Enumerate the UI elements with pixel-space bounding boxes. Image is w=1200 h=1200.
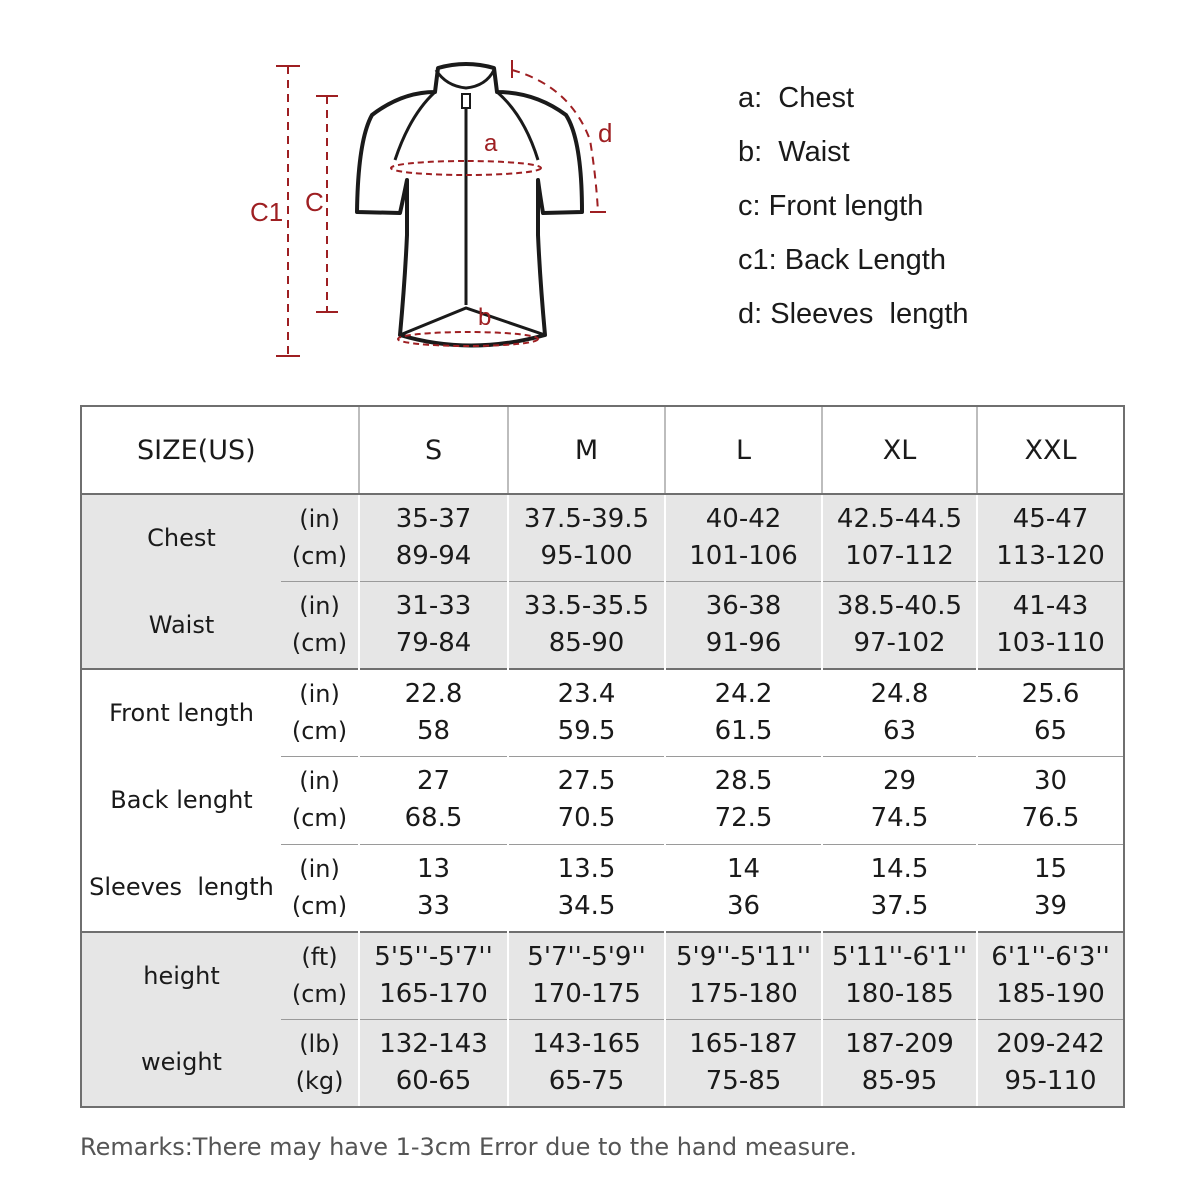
- unit-label: (cm): [291, 891, 348, 920]
- unit-label: (in): [299, 680, 340, 708]
- value-cell: [359, 757, 508, 845]
- value-text: 41-43: [1012, 591, 1089, 621]
- value-text: 107-112: [845, 541, 954, 571]
- a-label: a: [484, 130, 498, 157]
- unit-label: (cm): [291, 629, 348, 657]
- value-text: 58: [416, 716, 451, 746]
- value-text: 91-96: [705, 628, 782, 658]
- value-cell: [822, 932, 977, 1020]
- value-text: 15: [1033, 853, 1068, 884]
- unit-label: (ft): [301, 942, 338, 971]
- measurement-name: height: [81, 932, 281, 1020]
- size-header-s: S: [359, 406, 508, 494]
- value-text: 5'5''-5'7'': [374, 941, 493, 972]
- value-text: 143-165: [532, 1028, 641, 1059]
- value-text: 40-42: [705, 504, 782, 534]
- value-text: 5'9''-5'11'': [676, 941, 811, 972]
- value-cell: [665, 932, 822, 1020]
- value-text: 36-38: [705, 591, 782, 621]
- unit-cell: [281, 844, 359, 932]
- value-cell: [822, 494, 977, 582]
- value-text: 5'7''-5'9'': [527, 941, 646, 972]
- value-text: 34.5: [557, 890, 616, 921]
- unit-label: (cm): [291, 717, 348, 745]
- value-text: 85-90: [548, 628, 625, 658]
- measurement-name: Waist: [81, 582, 281, 670]
- value-cell: [665, 669, 822, 757]
- value-cell: [977, 494, 1124, 582]
- value-cell: [665, 582, 822, 670]
- unit-label: (in): [299, 592, 340, 620]
- remarks-note: Remarks:There may have 1-3cm Error due to the hand measure.: [80, 1133, 858, 1161]
- unit-cell: [281, 494, 359, 582]
- value-text: 60-65: [395, 1065, 472, 1096]
- legend-item: b: Waist: [738, 136, 850, 168]
- value-text: 65-75: [548, 1065, 625, 1096]
- measurement-legend: [738, 78, 969, 348]
- measurement-name: Back lenght: [81, 757, 281, 845]
- value-text: 68.5: [404, 803, 463, 834]
- value-cell: [977, 844, 1124, 932]
- jersey-measurement-diagram: [0, 0, 720, 380]
- value-text: 14: [726, 853, 761, 884]
- unit-label: (cm): [291, 979, 348, 1008]
- legend-item: a: Chest: [738, 82, 855, 114]
- value-text: 39: [1033, 890, 1068, 921]
- table-row: [81, 582, 1124, 670]
- value-text: 33: [416, 890, 451, 921]
- value-text: 27: [416, 766, 451, 797]
- value-cell: [977, 757, 1124, 845]
- legend-item: c1: Back Length: [738, 244, 946, 276]
- measurement-name: weight: [81, 1019, 281, 1107]
- table-row: [81, 494, 1124, 582]
- value-text: 165-187: [689, 1028, 798, 1059]
- measurement-name: Sleeves length: [81, 844, 281, 932]
- value-cell: [508, 582, 665, 670]
- value-cell: [359, 932, 508, 1020]
- size-header-xl: XL: [822, 406, 977, 494]
- value-cell: [977, 1019, 1124, 1107]
- value-text: 103-110: [996, 628, 1105, 658]
- value-text: 95-110: [1004, 1065, 1097, 1096]
- value-text: 27.5: [557, 766, 616, 797]
- value-cell: [665, 844, 822, 932]
- value-text: 101-106: [689, 541, 798, 571]
- value-text: 31-33: [395, 591, 472, 621]
- value-cell: [359, 669, 508, 757]
- value-text: 175-180: [689, 978, 798, 1009]
- value-text: 14.5: [870, 853, 929, 884]
- value-text: 74.5: [870, 803, 929, 834]
- value-text: 37.5-39.5: [523, 504, 650, 534]
- value-text: 33.5-35.5: [523, 591, 650, 621]
- measurement-name: Front length: [81, 669, 281, 757]
- unit-label: (cm): [291, 804, 348, 833]
- value-text: 13.5: [557, 853, 616, 884]
- unit-label: (cm): [291, 542, 348, 570]
- value-text: 45-47: [1012, 504, 1089, 534]
- value-cell: [822, 582, 977, 670]
- value-cell: [359, 494, 508, 582]
- d-label: d: [598, 118, 613, 148]
- unit-cell: [281, 932, 359, 1020]
- value-text: 70.5: [557, 803, 616, 834]
- value-cell: [822, 757, 977, 845]
- b-label: b: [478, 304, 492, 331]
- value-cell: [977, 582, 1124, 670]
- value-text: 72.5: [714, 803, 773, 834]
- value-cell: [665, 494, 822, 582]
- value-text: 13: [416, 853, 451, 884]
- value-cell: [822, 844, 977, 932]
- value-text: 23.4: [557, 679, 616, 709]
- table-row: [81, 757, 1124, 845]
- unit-cell: [281, 1019, 359, 1107]
- value-cell: [822, 669, 977, 757]
- unit-cell: [281, 582, 359, 670]
- value-text: 187-209: [845, 1028, 954, 1059]
- value-cell: [359, 844, 508, 932]
- legend-item: d: Sleeves length: [738, 298, 969, 330]
- value-text: 42.5-44.5: [836, 504, 963, 534]
- c-label: C: [305, 187, 324, 217]
- value-text: 209-242: [996, 1028, 1105, 1059]
- value-text: 170-175: [532, 978, 641, 1009]
- value-cell: [665, 1019, 822, 1107]
- value-text: 65: [1033, 716, 1068, 746]
- value-cell: [359, 582, 508, 670]
- value-cell: [508, 669, 665, 757]
- value-text: 35-37: [395, 504, 472, 534]
- unit-label: (in): [299, 854, 340, 883]
- value-cell: [822, 1019, 977, 1107]
- value-text: 95-100: [540, 541, 633, 571]
- table-row: [81, 844, 1124, 932]
- value-text: 165-170: [379, 978, 488, 1009]
- unit-cell: [281, 669, 359, 757]
- unit-label: (lb): [299, 1029, 340, 1058]
- value-text: 37.5: [870, 890, 929, 921]
- value-cell: [508, 1019, 665, 1107]
- measurement-name: Chest: [81, 494, 281, 582]
- value-text: 5'11''-6'1'': [832, 941, 967, 972]
- value-text: 38.5-40.5: [836, 591, 963, 621]
- size-header-row: [81, 406, 1124, 494]
- unit-cell: [281, 757, 359, 845]
- value-text: 24.8: [870, 679, 929, 709]
- unit-label: (in): [299, 505, 340, 533]
- value-cell: [508, 844, 665, 932]
- value-text: 79-84: [395, 628, 472, 658]
- unit-label: (in): [299, 767, 340, 796]
- value-cell: [359, 1019, 508, 1107]
- size-header-xxl: XXL: [977, 406, 1124, 494]
- value-text: 36: [726, 890, 761, 921]
- value-text: 61.5: [714, 716, 773, 746]
- value-text: 25.6: [1021, 679, 1080, 709]
- legend-item: c: Front length: [738, 190, 924, 222]
- value-text: 24.2: [714, 679, 773, 709]
- table-row: [81, 1019, 1124, 1107]
- value-text: 89-94: [395, 541, 472, 571]
- c1-label: C1: [250, 197, 284, 227]
- value-text: 29: [882, 766, 917, 797]
- table-row: [81, 669, 1124, 757]
- value-text: 132-143: [379, 1028, 488, 1059]
- value-text: 22.8: [404, 679, 463, 709]
- value-text: 59.5: [557, 716, 616, 746]
- value-text: 28.5: [714, 766, 773, 797]
- value-text: 75-85: [705, 1065, 782, 1096]
- size-header-l: L: [665, 406, 822, 494]
- value-cell: [977, 669, 1124, 757]
- value-cell: [977, 932, 1124, 1020]
- size-chart-table: [80, 405, 1125, 1108]
- value-text: 185-190: [996, 978, 1105, 1009]
- value-text: 76.5: [1021, 803, 1080, 834]
- table-row: [81, 932, 1124, 1020]
- value-text: 85-95: [861, 1065, 938, 1096]
- value-text: 30: [1033, 766, 1068, 797]
- unit-label: (kg): [295, 1066, 344, 1095]
- value-text: 180-185: [845, 978, 954, 1009]
- value-cell: [665, 757, 822, 845]
- value-cell: [508, 932, 665, 1020]
- value-cell: [508, 494, 665, 582]
- size-header-m: M: [508, 406, 665, 494]
- value-text: 113-120: [996, 541, 1105, 571]
- size-header-label: SIZE(US): [81, 406, 359, 494]
- value-cell: [508, 757, 665, 845]
- value-text: 6'1''-6'3'': [991, 941, 1110, 972]
- value-text: 97-102: [853, 628, 946, 658]
- zipper-pull: [462, 94, 470, 108]
- value-text: 63: [882, 716, 917, 746]
